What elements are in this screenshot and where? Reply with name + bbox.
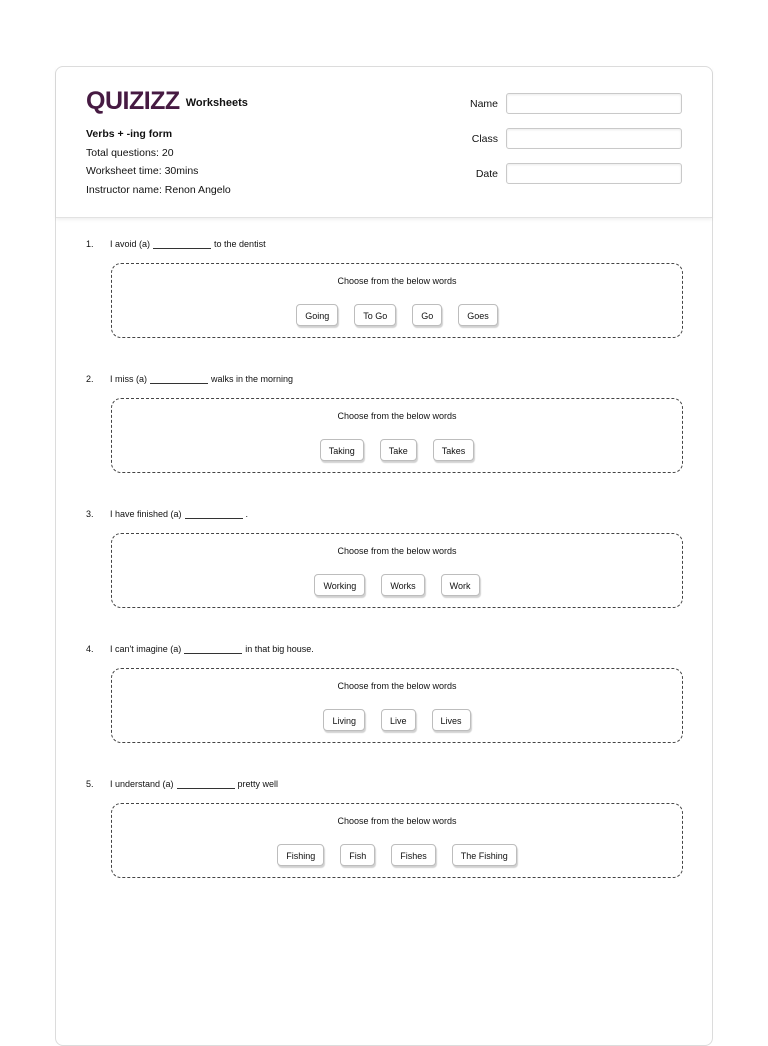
question-text bbox=[86, 374, 293, 384]
option-chip[interactable]: Fishing bbox=[277, 844, 324, 866]
choice-prompt: Choose from the below words bbox=[337, 276, 457, 286]
question-prefix: I miss (a) bbox=[110, 374, 147, 384]
student-fields bbox=[436, 93, 682, 198]
option-chip[interactable]: Fishes bbox=[391, 844, 436, 866]
choice-prompt: Choose from the below words bbox=[337, 546, 457, 556]
brand-subtitle: Worksheets bbox=[185, 96, 248, 109]
option-chip[interactable]: Fish bbox=[340, 844, 375, 866]
choice-box bbox=[111, 398, 683, 473]
question-number: 2. bbox=[86, 374, 94, 384]
date-field[interactable] bbox=[506, 163, 682, 184]
question-suffix: . bbox=[245, 509, 249, 519]
date-label: Date bbox=[475, 167, 498, 180]
question-prefix: I avoid (a) bbox=[110, 239, 151, 249]
option-chip[interactable]: Live bbox=[381, 709, 416, 731]
question-text bbox=[86, 509, 248, 519]
choice-box bbox=[111, 803, 683, 878]
name-label: Name bbox=[469, 97, 498, 110]
worksheet-header bbox=[56, 67, 712, 218]
worksheet-time: Worksheet time: 30mins bbox=[86, 165, 199, 177]
option-chip[interactable]: Living bbox=[323, 709, 365, 731]
total-questions: Total questions: 20 bbox=[86, 146, 174, 159]
option-chip[interactable]: Take bbox=[380, 439, 417, 461]
option-chip[interactable]: Work bbox=[441, 574, 480, 596]
question-suffix: in that big house. bbox=[245, 644, 314, 654]
worksheet-title: Verbs + -ing form bbox=[86, 128, 173, 140]
question-suffix: to the dentist bbox=[214, 239, 266, 249]
answer-blank[interactable] bbox=[153, 239, 211, 249]
options-row bbox=[112, 304, 682, 326]
answer-blank[interactable] bbox=[150, 374, 208, 384]
choice-box bbox=[111, 533, 683, 608]
answer-blank[interactable] bbox=[185, 509, 243, 519]
question-text bbox=[86, 779, 278, 789]
option-chip[interactable]: Going bbox=[296, 304, 338, 326]
option-chip[interactable]: To Go bbox=[354, 304, 396, 326]
answer-blank[interactable] bbox=[177, 779, 235, 789]
option-chip[interactable]: Goes bbox=[458, 304, 498, 326]
choice-box bbox=[111, 263, 683, 338]
option-chip[interactable]: Taking bbox=[320, 439, 364, 461]
answer-blank[interactable] bbox=[184, 644, 242, 654]
question-number: 1. bbox=[86, 239, 94, 249]
option-chip[interactable]: Go bbox=[412, 304, 442, 326]
choice-prompt: Choose from the below words bbox=[337, 411, 457, 421]
quizizz-logo: QUIZIZZ bbox=[86, 87, 180, 115]
options-row bbox=[112, 844, 682, 866]
question-number: 4. bbox=[86, 644, 94, 654]
options-row bbox=[112, 439, 682, 461]
options-row bbox=[112, 709, 682, 731]
question-suffix: pretty well bbox=[237, 779, 279, 789]
option-chip[interactable]: Lives bbox=[432, 709, 471, 731]
question-number: 3. bbox=[86, 509, 94, 519]
option-chip[interactable]: Working bbox=[314, 574, 365, 596]
class-field[interactable] bbox=[506, 128, 682, 149]
brand bbox=[86, 87, 248, 116]
question-text bbox=[86, 239, 266, 249]
question-text bbox=[86, 644, 314, 654]
option-chip[interactable]: Works bbox=[381, 574, 424, 596]
worksheet bbox=[55, 66, 713, 1046]
worksheet-meta bbox=[86, 125, 231, 199]
choice-prompt: Choose from the below words bbox=[337, 681, 457, 691]
class-label: Class bbox=[471, 132, 498, 145]
name-field[interactable] bbox=[506, 93, 682, 114]
option-chip[interactable]: Takes bbox=[433, 439, 475, 461]
instructor-name: Instructor name: Renon Angelo bbox=[86, 183, 231, 196]
option-chip[interactable]: The Fishing bbox=[452, 844, 517, 866]
choice-box bbox=[111, 668, 683, 743]
question-number: 5. bbox=[86, 779, 94, 789]
question-suffix: walks in the morning bbox=[211, 374, 294, 384]
question-prefix: I have finished (a) bbox=[110, 509, 182, 519]
question-prefix: I can't imagine (a) bbox=[110, 644, 182, 654]
question-prefix: I understand (a) bbox=[110, 779, 174, 789]
options-row bbox=[112, 574, 682, 596]
choice-prompt: Choose from the below words bbox=[337, 816, 457, 826]
